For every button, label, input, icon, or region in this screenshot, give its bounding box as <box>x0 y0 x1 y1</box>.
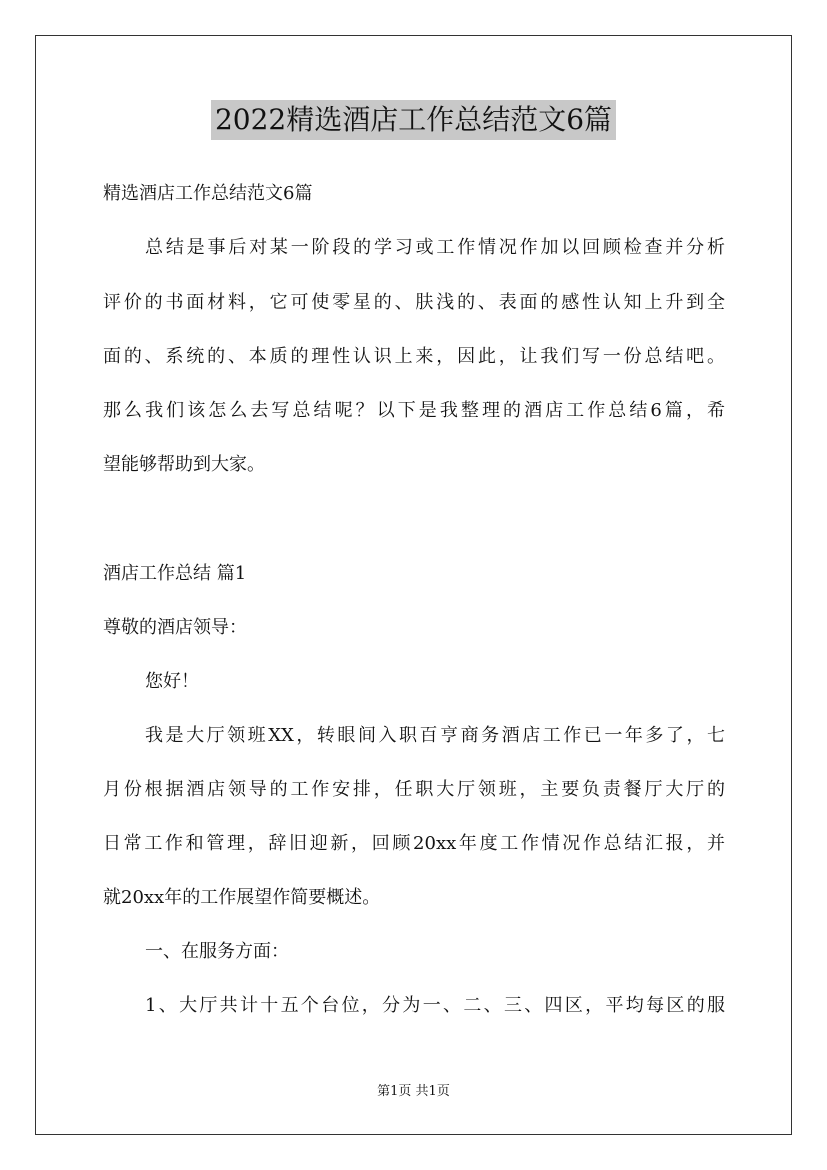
greeting: 您好！ <box>145 671 199 692</box>
intro-line-4: 那么我们该怎么去写总结呢？以下是我整理的酒店工作总结6篇，希 <box>103 400 725 421</box>
intro-line-3: 面的、系统的、本质的理性认识上来，因此，让我们写一份总结吧。 <box>103 346 725 367</box>
page-footer: 第1页 共1页 <box>377 1084 450 1099</box>
body-line-1: 我是大厅领班XX，转眼间入职百亨商务酒店工作已一年多了，七 <box>145 725 725 746</box>
body-line-3: 日常工作和管理，辞旧迎新，回顾20xx年度工作情况作总结汇报，并 <box>103 833 725 854</box>
intro-line-1: 总结是事后对某一阶段的学习或工作情况作加以回顾检查并分析 <box>145 237 725 258</box>
body-line-4: 就20xx年的工作展望作简要概述。 <box>103 887 381 908</box>
title-container <box>0 100 827 140</box>
intro-line-2: 评价的书面材料，它可使零星的、肤浅的、表面的感性认知上升到全 <box>103 292 725 313</box>
document-title: 2022精选酒店工作总结范文6篇 <box>211 100 616 140</box>
salutation: 尊敬的酒店领导： <box>103 617 247 638</box>
subsection-heading: 一、在服务方面： <box>145 941 289 962</box>
body-line-2: 月份根据酒店领导的工作安排，任职大厅领班，主要负责餐厅大厅的 <box>103 779 725 800</box>
section-heading: 酒店工作总结 篇1 <box>103 563 247 584</box>
item-line-1: 1、大厅共计十五个台位，分为一、二、三、四区，平均每区的服 <box>145 995 725 1016</box>
document-subtitle: 精选酒店工作总结范文6篇 <box>103 183 313 204</box>
intro-line-5: 望能够帮助到大家。 <box>103 454 265 475</box>
